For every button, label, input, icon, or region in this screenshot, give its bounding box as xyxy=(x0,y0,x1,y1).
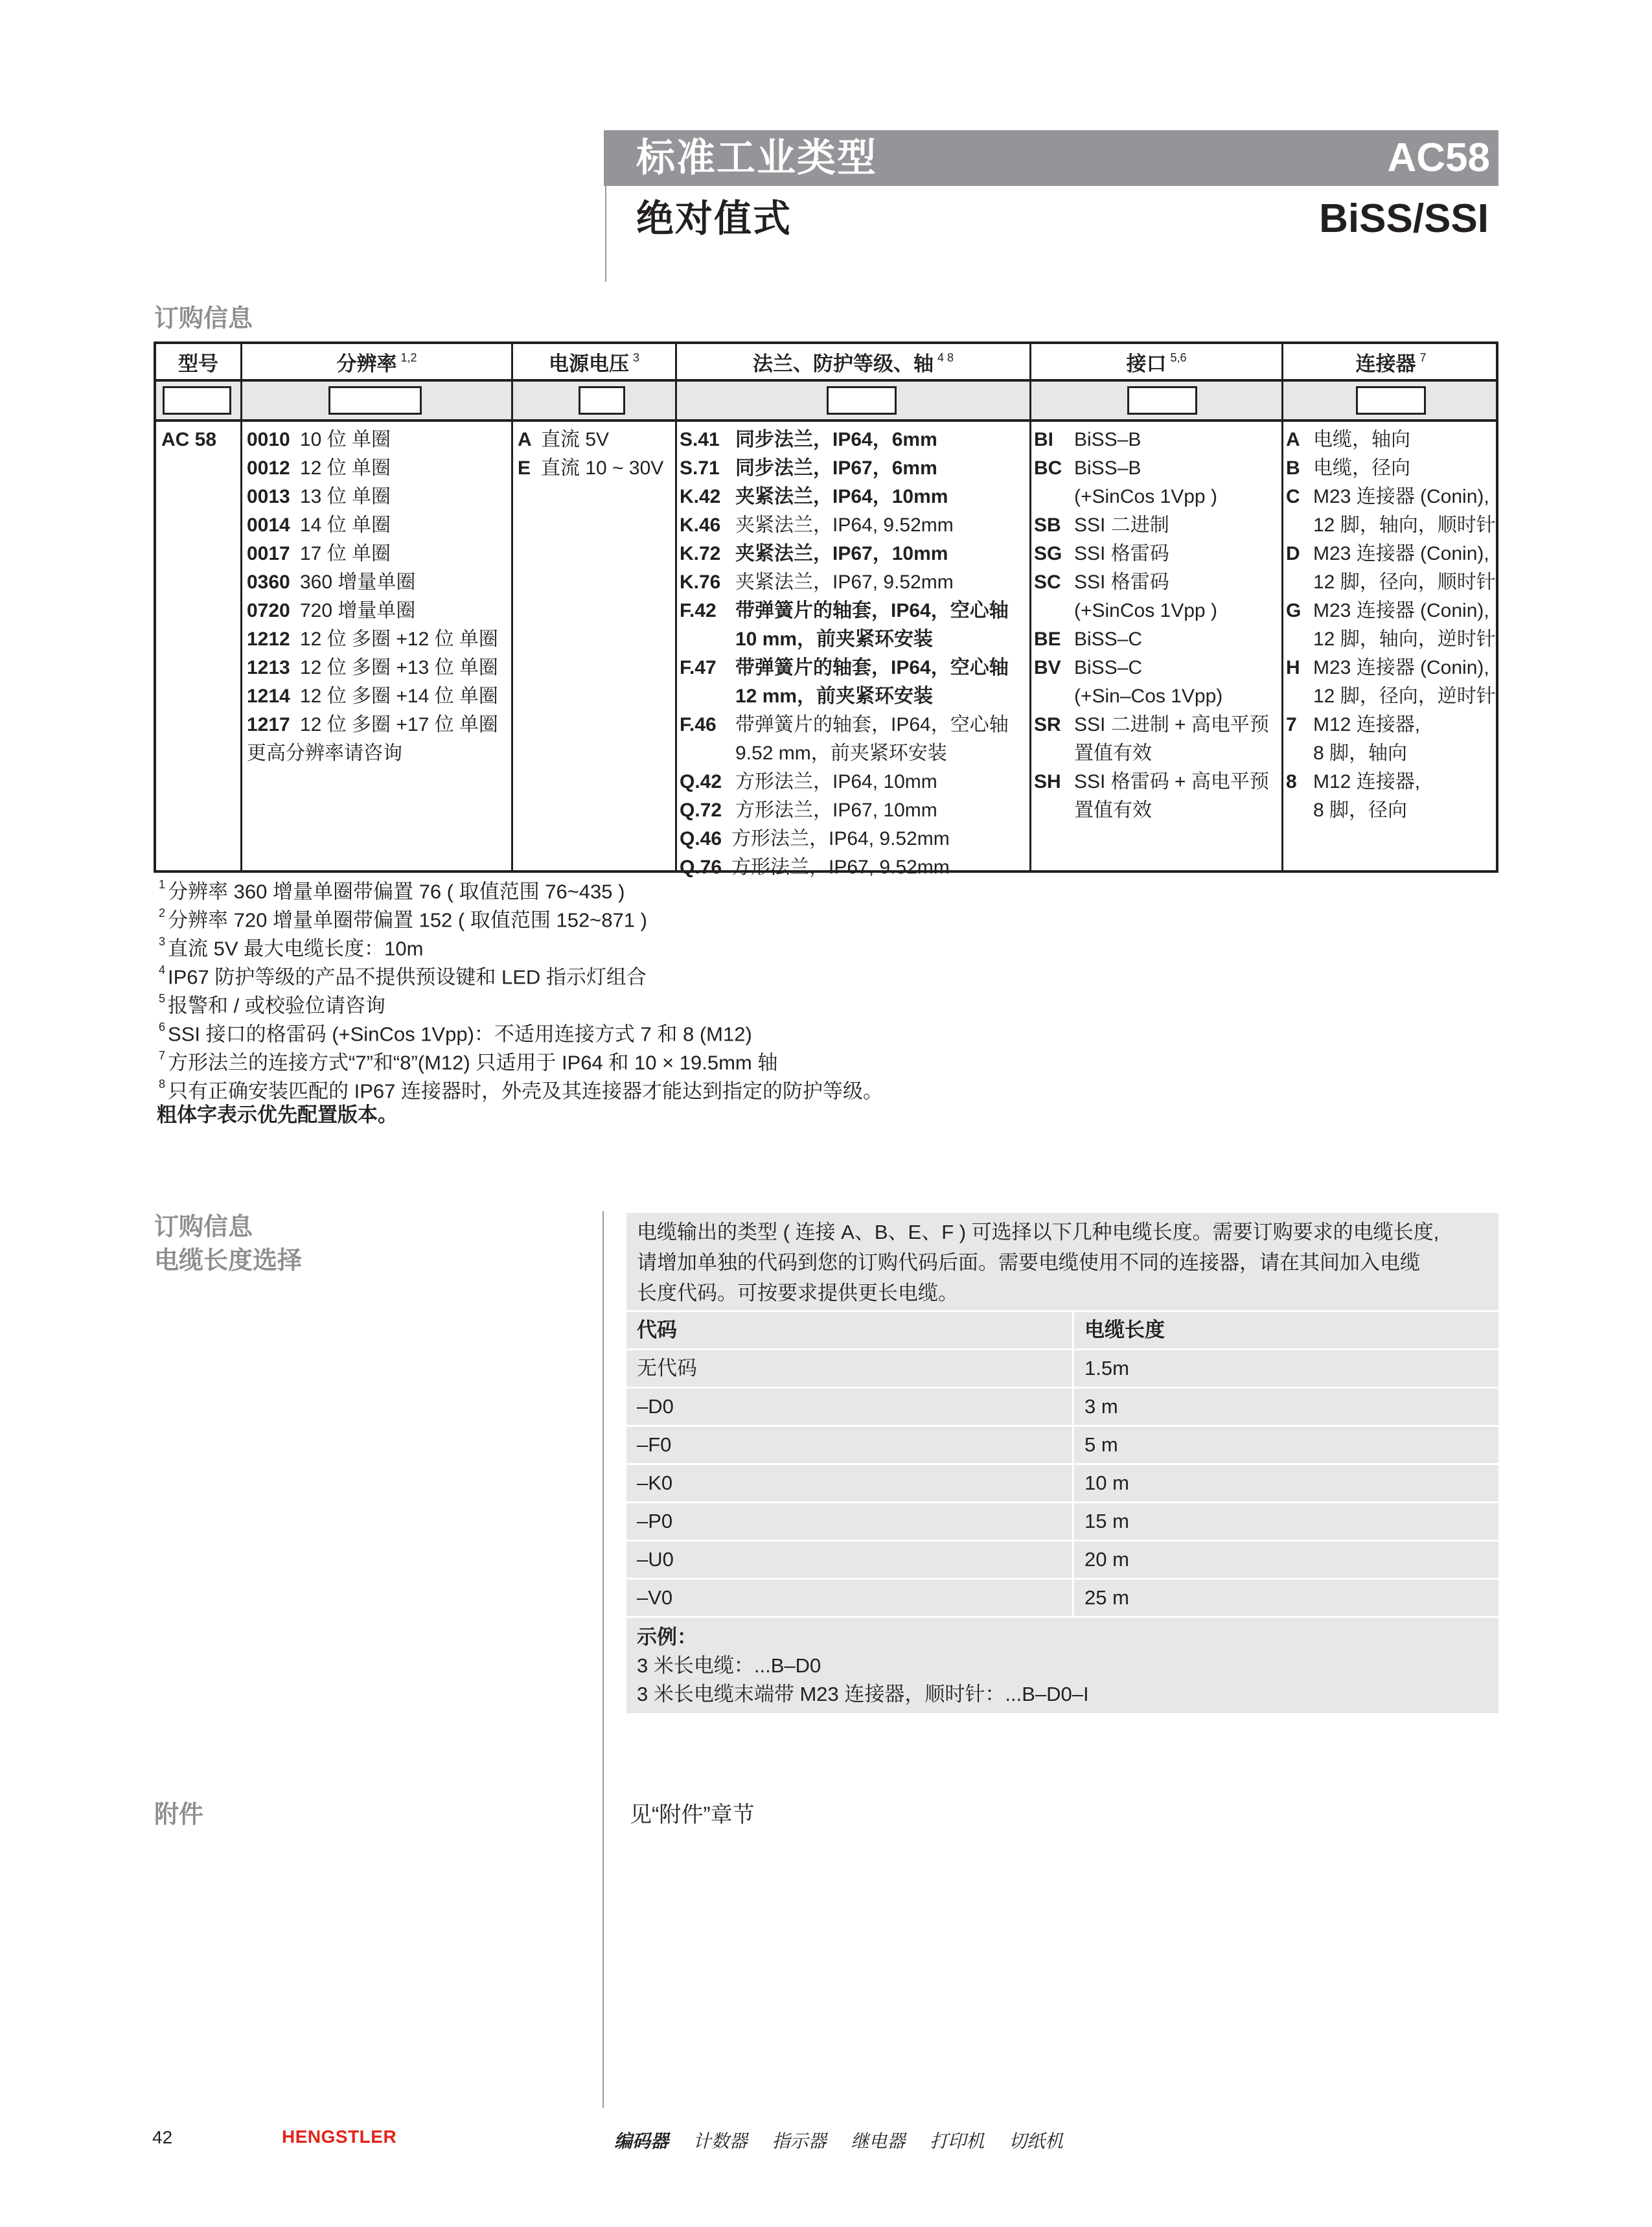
cable-code: –P0 xyxy=(637,1510,673,1532)
voltage-cell xyxy=(518,426,663,483)
code-box-resolution[interactable] xyxy=(328,386,422,415)
option-text: 带弹簧片的轴套，IP64，空心轴 xyxy=(735,714,1009,735)
footnote-text: IP67 防护等级的产品不提供预设键和 LED 指示灯组合 xyxy=(168,965,647,989)
resolution-note xyxy=(247,739,498,768)
flange-option xyxy=(680,597,1009,625)
footnote-number: 2 xyxy=(159,906,166,919)
connector-option-cont xyxy=(1286,796,1496,825)
footnote-ref: 4 8 xyxy=(937,351,954,364)
cable-table-row xyxy=(626,1387,1498,1424)
cable-table-row xyxy=(626,1425,1498,1462)
option-code: Q.46 xyxy=(680,828,722,849)
flange-option xyxy=(680,426,1009,454)
connector-option-cont xyxy=(1286,568,1496,597)
option-code: E xyxy=(518,457,531,479)
option-code: 1214 xyxy=(247,686,290,707)
section-label-cable-length: 电缆长度选择 xyxy=(154,1247,303,1275)
option-code: SB xyxy=(1034,514,1061,536)
cable-length: 15 m xyxy=(1072,1503,1129,1540)
page-title: 标准工业类型 xyxy=(636,136,877,179)
example-line: 3 米长电缆：...B–D0 xyxy=(637,1654,821,1677)
option-text: 12 位 多圈 +17 位 单圈 xyxy=(300,714,498,735)
code-box-model[interactable] xyxy=(163,386,231,415)
option-code: G xyxy=(1286,600,1302,621)
option-code: F.47 xyxy=(680,657,717,678)
voltage-option xyxy=(518,454,663,483)
option-code: BC xyxy=(1034,457,1062,479)
option-code: K.42 xyxy=(680,486,721,507)
column-divider xyxy=(1029,344,1031,870)
option-text: 8 脚，径向 xyxy=(1313,800,1408,821)
footnote-text: 分辨率 720 增量单圈带偏置 152 ( 取值范围 152~871 ) xyxy=(168,908,647,932)
option-code: B xyxy=(1286,457,1300,479)
footer-nav-counter[interactable]: 计数器 xyxy=(693,2131,748,2151)
column-header-connector xyxy=(1283,344,1498,379)
option-code: SG xyxy=(1034,543,1062,564)
interface-option-cont xyxy=(1034,682,1269,711)
option-code: SH xyxy=(1034,771,1061,792)
interface-option xyxy=(1034,654,1269,682)
interface-option-cont xyxy=(1034,739,1269,768)
connector-option-cont xyxy=(1286,739,1496,768)
example-line: 3 米长电缆末端带 M23 连接器，顺时针：...B–D0–I xyxy=(637,1683,1089,1705)
page-number: 42 xyxy=(152,2127,173,2147)
footnote-text: 直流 5V 最大电缆长度：10m xyxy=(168,937,424,960)
option-text: 12 脚，径向，逆时针 xyxy=(1313,686,1496,707)
column-header-interface xyxy=(1031,344,1281,379)
connector-option-cont xyxy=(1286,682,1496,711)
column-divider xyxy=(240,344,242,870)
option-text: 12 位 多圈 +14 位 单圈 xyxy=(300,686,498,707)
section-divider xyxy=(602,1211,604,2108)
option-text: 夹紧法兰，IP67, 9.52mm xyxy=(735,571,954,593)
footer-nav-relay[interactable]: 继电器 xyxy=(851,2131,906,2151)
brand-logo: HENGSTLER xyxy=(282,2127,397,2147)
flange-option-cont xyxy=(680,625,1009,654)
option-code: Q.42 xyxy=(680,771,722,792)
section-label-order-info-2: 订购信息 xyxy=(154,1214,253,1241)
flange-option xyxy=(680,454,1009,483)
code-box-voltage[interactable] xyxy=(579,386,625,415)
footnote-text: 报警和 / 或校验位请咨询 xyxy=(168,994,385,1017)
option-text: M12 连接器, xyxy=(1313,714,1421,735)
cable-code: –D0 xyxy=(637,1395,674,1418)
option-text: (+SinCos 1Vpp ) xyxy=(1074,486,1217,507)
cable-code: –K0 xyxy=(637,1471,673,1494)
option-code: Q.76 xyxy=(680,857,722,878)
model-cell xyxy=(161,426,216,454)
option-code: C xyxy=(1286,486,1300,507)
cable-table-row xyxy=(626,1578,1498,1615)
flange-option-cont xyxy=(680,739,1009,768)
option-text: (+SinCos 1Vpp ) xyxy=(1074,600,1217,621)
column-header-label: 法兰、防护等级、轴 xyxy=(752,352,934,375)
interface-option xyxy=(1034,511,1269,540)
column-header-length: 电缆长度 xyxy=(1072,1312,1165,1349)
resolution-option xyxy=(247,483,498,511)
section-label-accessories: 附件 xyxy=(154,1801,204,1829)
option-text: 电缆，轴向 xyxy=(1313,429,1410,450)
cable-table-row xyxy=(626,1348,1498,1385)
interface-option xyxy=(1034,711,1269,739)
footnote-number: 4 xyxy=(159,963,166,976)
option-text: 8 脚，轴向 xyxy=(1313,743,1408,764)
option-code: 0720 xyxy=(247,600,290,621)
option-code: F.42 xyxy=(680,600,717,621)
resolution-option xyxy=(247,597,498,625)
interface-cell xyxy=(1034,426,1269,825)
option-text: M23 连接器 (Conin), xyxy=(1313,486,1489,507)
flange-option xyxy=(680,825,1009,853)
option-text: 12 位 多圈 +12 位 单圈 xyxy=(300,629,498,650)
section-label-order-info: 订购信息 xyxy=(154,305,253,332)
footnote-number: 7 xyxy=(159,1049,166,1062)
option-text: 360 增量单圈 xyxy=(300,571,416,593)
flange-option xyxy=(680,768,1009,796)
option-text: 置值有效 xyxy=(1074,743,1152,764)
option-text: 方形法兰，IP64, 10mm xyxy=(735,771,937,792)
option-text: SSI 格雷码 xyxy=(1074,571,1169,593)
voltage-option xyxy=(518,426,663,454)
column-divider xyxy=(675,344,677,870)
interface-option xyxy=(1034,768,1269,796)
column-header-label: 连接器 xyxy=(1355,352,1416,375)
intro-line: 长度代码。可按要求提供更长电缆。 xyxy=(637,1282,958,1304)
connector-option xyxy=(1286,483,1496,511)
resolution-option xyxy=(247,711,498,739)
option-code: BV xyxy=(1034,657,1061,678)
option-text: BiSS–C xyxy=(1074,629,1143,650)
option-text: (+Sin–Cos 1Vpp) xyxy=(1074,686,1223,707)
cable-length: 10 m xyxy=(1072,1465,1129,1502)
option-text: 直流 5V xyxy=(541,429,610,450)
option-code: A xyxy=(518,429,532,450)
bold-note: 粗体字表示优先配置版本。 xyxy=(157,1103,398,1126)
resolution-option xyxy=(247,568,498,597)
option-text: SSI 格雷码 + 高电平预 xyxy=(1074,771,1269,792)
flange-option xyxy=(680,796,1009,825)
option-text: 12 脚，径向，顺时针 xyxy=(1313,571,1496,593)
column-header-label: 电源电压 xyxy=(548,352,629,375)
option-code: S.41 xyxy=(680,429,720,450)
option-text: SSI 格雷码 xyxy=(1074,543,1169,564)
flange-cell xyxy=(680,426,1009,882)
model-value: AC 58 xyxy=(161,429,217,450)
option-text: 方形法兰，IP67, 10mm xyxy=(735,800,937,821)
option-code: BE xyxy=(1034,629,1061,650)
option-code: 8 xyxy=(1286,771,1297,792)
row-separator xyxy=(626,1616,1498,1618)
column-header-model xyxy=(156,344,240,379)
connector-option xyxy=(1286,597,1496,625)
cable-table-row xyxy=(626,1540,1498,1576)
connector-option-cont xyxy=(1286,625,1496,654)
option-text: M12 连接器, xyxy=(1313,771,1421,792)
option-code: 0360 xyxy=(247,571,290,593)
cable-table-row xyxy=(626,1463,1498,1500)
flange-option xyxy=(680,654,1009,682)
cable-code: –V0 xyxy=(637,1586,673,1609)
option-code: 1213 xyxy=(247,657,290,678)
option-text: 12 脚，轴向，逆时针 xyxy=(1313,629,1496,650)
option-text: 带弹簧片的轴套，IP64，空心轴 xyxy=(735,657,1009,678)
interface-option-cont xyxy=(1034,483,1269,511)
footnote-number: 1 xyxy=(159,878,166,891)
footnote-ref: 5,6 xyxy=(1170,351,1187,364)
example-label: 示例： xyxy=(637,1626,697,1648)
option-code: H xyxy=(1286,657,1300,678)
cable-code: 无代码 xyxy=(637,1357,697,1379)
resolution-option xyxy=(247,454,498,483)
footer-nav-printer[interactable]: 打印机 xyxy=(930,2131,985,2151)
interface-option xyxy=(1034,454,1269,483)
option-text: BiSS–B xyxy=(1074,429,1141,450)
flange-option xyxy=(680,483,1009,511)
option-code: S.71 xyxy=(680,457,720,479)
option-text: 同步法兰，IP64，6mm xyxy=(735,429,937,450)
option-text: 10 mm，前夹紧环安装 xyxy=(735,629,934,650)
footnote-number: 3 xyxy=(159,935,166,948)
interface-option xyxy=(1034,568,1269,597)
cable-length: 25 m xyxy=(1072,1580,1129,1617)
flange-option xyxy=(680,711,1009,739)
option-code: K.76 xyxy=(680,571,721,593)
cable-length: 5 m xyxy=(1072,1427,1118,1464)
flange-option xyxy=(680,853,1009,882)
option-text: 12 脚，轴向，顺时针 xyxy=(1313,514,1496,536)
option-text: 12 位 单圈 xyxy=(300,457,391,479)
resolution-option xyxy=(247,682,498,711)
connector-option xyxy=(1286,540,1496,568)
option-text: 同步法兰，IP67，6mm xyxy=(735,457,937,479)
flange-option xyxy=(680,540,1009,568)
resolution-cell xyxy=(247,426,498,768)
cable-code: –U0 xyxy=(637,1548,674,1571)
column-header-code: 代码 xyxy=(637,1319,677,1341)
intro-line: 请增加单独的代码到您的订购代码后面。需要电缆使用不同的连接器，请在其间加入电缆 xyxy=(637,1251,1420,1274)
cable-length: 1.5m xyxy=(1072,1350,1129,1387)
footnote-text: 分辨率 360 增量单圈带偏置 76 ( 取值范围 76~435 ) xyxy=(168,880,625,903)
column-header-voltage xyxy=(513,344,675,379)
cable-code: –F0 xyxy=(637,1433,672,1456)
connector-option xyxy=(1286,454,1496,483)
option-code: 0013 xyxy=(247,486,290,507)
connector-option xyxy=(1286,654,1496,682)
page-subtitle: 绝对值式 xyxy=(636,198,792,240)
option-text: 更高分辨率请咨询 xyxy=(247,743,402,764)
header-divider xyxy=(605,186,606,282)
footer-nav-indicator[interactable]: 指示器 xyxy=(772,2131,827,2151)
connector-option-cont xyxy=(1286,511,1496,540)
column-divider xyxy=(1281,344,1283,870)
code-box-flange[interactable] xyxy=(827,386,897,415)
option-text: 14 位 单圈 xyxy=(300,514,391,536)
option-text: SSI 二进制 + 高电平预 xyxy=(1074,714,1269,735)
option-text: 17 位 单圈 xyxy=(300,543,391,564)
option-code: Q.72 xyxy=(680,800,722,821)
column-header-label: 型号 xyxy=(178,352,218,375)
option-code: BI xyxy=(1034,429,1053,450)
order-table xyxy=(154,341,1498,878)
option-code: K.46 xyxy=(680,514,721,536)
option-code: F.46 xyxy=(680,714,717,735)
option-text: BiSS–C xyxy=(1074,657,1143,678)
column-header-resolution xyxy=(242,344,511,379)
footer-nav-encoder[interactable]: 编码器 xyxy=(614,2131,669,2151)
footnote-text: SSI 接口的格雷码 (+SinCos 1Vpp)：不适用连接方式 7 和 8 (M12) xyxy=(168,1022,752,1046)
option-code: 0012 xyxy=(247,457,290,479)
option-code: K.72 xyxy=(680,543,721,564)
product-model: AC58 xyxy=(1387,135,1490,180)
option-text: 电缆，径向 xyxy=(1313,457,1410,479)
flange-option-cont xyxy=(680,682,1009,711)
option-code: SC xyxy=(1034,571,1061,593)
option-text: 直流 10 ~ 30V xyxy=(541,457,664,479)
resolution-option xyxy=(247,540,498,568)
option-text: 夹紧法兰，IP64，10mm xyxy=(735,486,948,507)
option-text: 方形法兰，IP64, 9.52mm xyxy=(731,828,950,849)
interface-option-cont xyxy=(1034,796,1269,825)
column-header-flange xyxy=(677,344,1029,379)
option-text: 夹紧法兰，IP64, 9.52mm xyxy=(735,514,954,536)
footnote-ref: 3 xyxy=(632,351,639,364)
option-text: M23 连接器 (Conin), xyxy=(1313,543,1489,564)
option-text: 置值有效 xyxy=(1074,800,1152,821)
resolution-option xyxy=(247,426,498,454)
option-code: 0014 xyxy=(247,514,290,536)
cable-length: 20 m xyxy=(1072,1541,1129,1578)
footer-nav-cutter[interactable]: 切纸机 xyxy=(1008,2131,1063,2151)
option-text: 夹紧法兰，IP67，10mm xyxy=(735,543,948,564)
footnote-text: 方形法兰的连接方式“7”和“8”(M12) 只适用于 IP64 和 10 × 19.5mm 轴 xyxy=(168,1051,778,1074)
option-text: 13 位 单圈 xyxy=(300,486,391,507)
option-code: SR xyxy=(1034,714,1061,735)
option-text: 方形法兰，IP67, 9.52mm xyxy=(731,857,950,878)
flange-option xyxy=(680,511,1009,540)
column-divider xyxy=(511,344,513,870)
option-code: D xyxy=(1286,543,1300,564)
option-text: 9.52 mm，前夹紧环安装 xyxy=(735,743,947,764)
option-text: 12 mm，前夹紧环安装 xyxy=(735,686,934,707)
option-code: A xyxy=(1286,429,1300,450)
option-text: 10 位 单圈 xyxy=(300,429,391,450)
code-box-connector[interactable] xyxy=(1356,386,1426,415)
interface-option xyxy=(1034,540,1269,568)
option-text: SSI 二进制 xyxy=(1074,514,1169,536)
accessories-reference: 见“附件”章节 xyxy=(630,1803,755,1827)
footnote-number: 5 xyxy=(159,992,166,1005)
product-interface: BiSS/SSI xyxy=(1319,196,1489,241)
cable-intro xyxy=(637,1217,1492,1308)
option-code: 1217 xyxy=(247,714,290,735)
connector-option xyxy=(1286,768,1496,796)
flange-option xyxy=(680,568,1009,597)
footnote-number: 6 xyxy=(159,1021,166,1033)
option-code: 7 xyxy=(1286,714,1297,735)
option-text: 12 位 多圈 +13 位 单圈 xyxy=(300,657,498,678)
interface-option-cont xyxy=(1034,597,1269,625)
resolution-option xyxy=(247,654,498,682)
option-text: 720 增量单圈 xyxy=(300,600,416,621)
option-code: 0017 xyxy=(247,543,290,564)
footnote-ref: 7 xyxy=(1419,351,1427,364)
code-box-interface[interactable] xyxy=(1127,386,1197,415)
resolution-option xyxy=(247,625,498,654)
cable-table-header xyxy=(626,1310,1498,1347)
option-text: BiSS–B xyxy=(1074,457,1141,479)
connector-option xyxy=(1286,426,1496,454)
option-text: 带弹簧片的轴套，IP64，空心轴 xyxy=(735,600,1009,621)
footnote-number: 8 xyxy=(159,1078,166,1090)
footnote-text: 只有正确安装匹配的 IP67 连接器时，外壳及其连接器才能达到指定的防护等级。 xyxy=(168,1079,884,1103)
intro-line: 电缆输出的类型 ( 连接 A、B、E、F ) 可选择以下几种电缆长度。需要订购要求的电缆长度, xyxy=(637,1221,1440,1243)
column-header-label: 分辨率 xyxy=(336,352,397,375)
option-text: M23 连接器 (Conin), xyxy=(1313,657,1489,678)
connector-option xyxy=(1286,711,1496,739)
column-header-label: 接口 xyxy=(1126,352,1167,375)
footnote-ref: 1,2 xyxy=(400,351,417,364)
cable-length: 3 m xyxy=(1072,1389,1118,1425)
option-code: 0010 xyxy=(247,429,290,450)
cable-table-row xyxy=(626,1501,1498,1538)
option-text: M23 连接器 (Conin), xyxy=(1313,600,1489,621)
option-code: 1212 xyxy=(247,629,290,650)
interface-option xyxy=(1034,625,1269,654)
interface-option xyxy=(1034,426,1269,454)
resolution-option xyxy=(247,511,498,540)
footer-nav xyxy=(614,2127,1083,2153)
connector-cell xyxy=(1286,426,1496,825)
